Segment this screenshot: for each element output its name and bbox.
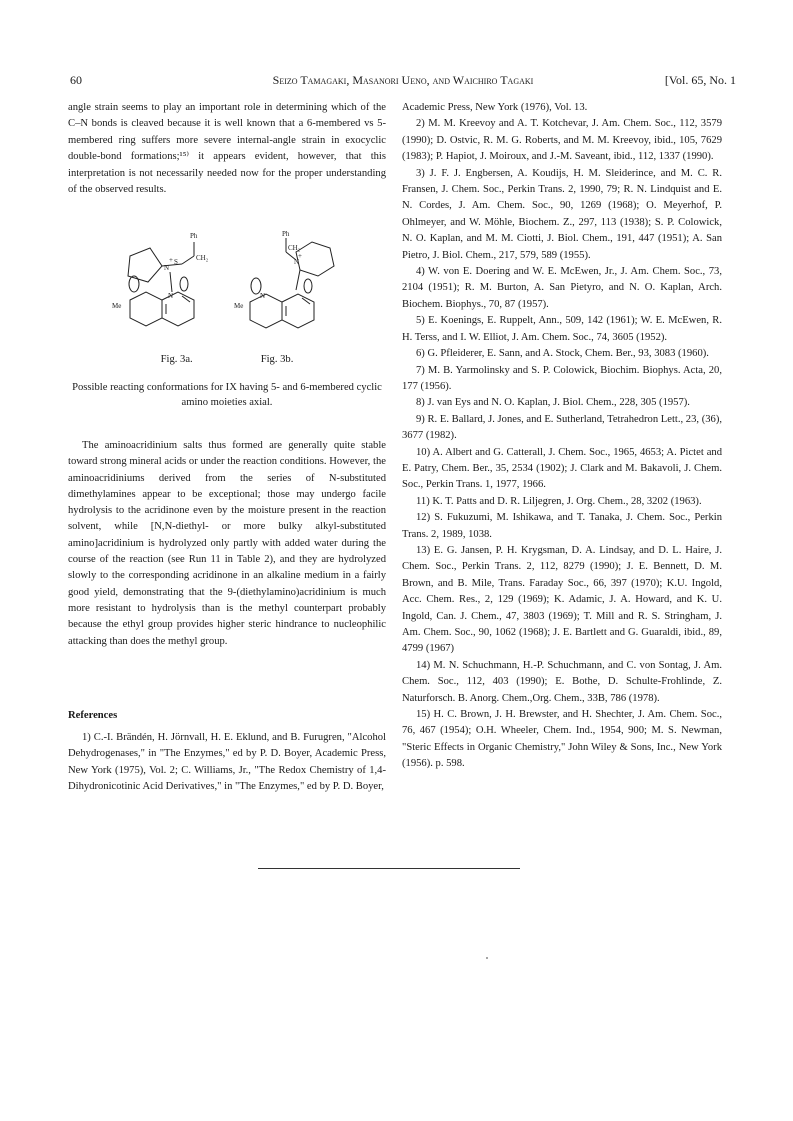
atom-ch2-b: CH₂ bbox=[288, 244, 301, 252]
reference-item: 6) G. Pfleiderer, E. Sann, and A. Stock, Chem. Ber., 93, 3083 (1960). bbox=[416, 348, 709, 360]
atom-s-a: S bbox=[174, 258, 178, 266]
reference-item: 8) J. van Eys and N. O. Kaplan, J. Biol. Chem., 228, 305 (1957). bbox=[416, 397, 690, 409]
reference-item: 2) M. M. Kreevoy and A. T. Kotchevar, J. Am. Chem. Soc., 112, 3579 (1990); D. Ostvic, R. M. G. Roberts, and M. M. Kreevoy, ibid., 105, 7629 (1983); P. Hapiot, J. Moiroux, and J.-M. Saveant, ibid., 112, 1337 (1990). bbox=[402, 118, 722, 163]
reference-item: 4) W. von E. Doering and W. E. McEwen, Jr., J. Am. Chem. Soc., 73, 2104 (1951); R. M. Burton, A. San Pietyro, and N. O. Kaplan, Arch. Biochem. Biophys., 70, 87 (1957). bbox=[402, 266, 722, 310]
aromatic-ring-left-b bbox=[250, 294, 282, 328]
reference-item: 5) E. Koenings, E. Ruppelt, Ann., 509, 142 (1961); W. E. McEwen, R. H. Terss, and I. W. Elliot, J. Am. Chem. Soc., 74, 3605 (1952). bbox=[402, 315, 722, 343]
reference-item: 11) K. T. Patts and D. R. Liljegren, J. Org. Chem., 28, 3202 (1963). bbox=[416, 495, 702, 507]
reference-item: 12) S. Fukuzumi, M. Ishikawa, and T. Tanaka, J. Chem. Soc., Perkin Trans. 2, 1989, 1038. bbox=[402, 512, 722, 540]
pyrrolidine-ring bbox=[128, 248, 162, 282]
structure-3a bbox=[128, 242, 194, 326]
aromatic-ring-left-a bbox=[130, 292, 162, 326]
page-number: 60 bbox=[70, 72, 82, 87]
figure-caption: Possible reacting conformations for IX having 5- and 6-membered cyclic amino moieties axial. bbox=[72, 382, 382, 408]
figure-label-3b: Fig. 3b. bbox=[260, 354, 294, 365]
running-authors: Seizo Tamagaki, Masanori Ueno, and Waichiro Tagaki bbox=[272, 72, 534, 87]
atom-n-b: N bbox=[294, 258, 300, 266]
right-column-references bbox=[402, 100, 722, 773]
atom-n-a: N bbox=[164, 264, 170, 272]
running-header bbox=[70, 72, 736, 88]
reference-item: 15) H. C. Brown, J. H. Brewster, and H. Shechter, J. Am. Chem. Soc., 76, 467 (1954); O.H. Wheeler, Chem. Ind., 1954, 900; M. S. Newman, "Steric Effects in Organic Chemistry," John Wiley & Sons, Inc., New York (1956). p. 598. bbox=[402, 709, 722, 770]
atom-ph-b: Ph bbox=[282, 230, 290, 238]
end-rule bbox=[258, 868, 520, 869]
atom-me-a: Me bbox=[112, 302, 122, 310]
scan-speck bbox=[486, 957, 488, 959]
reference-1-continued: Academic Press, New York (1976), Vol. 13. bbox=[402, 102, 588, 113]
atom-ph-a: Ph bbox=[190, 232, 198, 240]
reference-list bbox=[402, 116, 722, 772]
charge-a: + bbox=[169, 256, 173, 264]
body-paragraph: The aminoacridinium salts thus formed are generally quite stable toward strong mineral acids or under the reaction conditions. However, the aminoacridiniums derived from the series of N-substituted dimethylamines appear to be exceptional; those may undergo facile hydrolysis to the acridinone even by the moisture present in the reaction solvent, while [N,N-diethyl- or more bulky alkyl-substituted amino]acridinium is hydrolyzed only partly with added water during the course of the reaction (see Run 11 in Table 2), and they are hydrolyzed slowly to the corresponding acridinone in an alkaline medium in a fairly good yield, demonstrating that the 9-(diethylamino)acridinium is much more resistant to hydrolysis than is the methyl counterpart probably because the ethyl group provides higher steric hindrance to nucleophilic attacking than does the methyl group. bbox=[68, 440, 386, 647]
aromatic-ring-right-a bbox=[162, 292, 194, 326]
reference-item: 9) R. E. Ballard, J. Jones, and E. Sutherland, Tetrahedron Lett., 23, (36), 3677 (1982). bbox=[402, 413, 722, 442]
left-column-intro bbox=[68, 100, 386, 198]
atom-n2-a: N bbox=[168, 292, 174, 300]
figure-label-3a: Fig. 3a. bbox=[160, 354, 193, 365]
volume-info: [Vol. 65, No. 1 bbox=[664, 72, 736, 87]
figure-3-structures bbox=[90, 228, 380, 358]
reference-1: 1) C.-I. Brändén, H. Jörnvall, H. E. Eklund, and B. Furugren, "Alcohol Dehydrogenases," in "The Enzymes," ed by P. D. Boyer, Academic Press, New York (1975), Vol. 2; C. Williams, Jr., "The Redox Chemistry of 1,4-Dihydronicotinic Acid Derivatives," in "The Enzymes," ed by P. D. Boyer, bbox=[68, 732, 386, 792]
reference-item: 14) M. N. Schuchmann, H.-P. Schuchmann, and C. von Sontag, J. Am. Chem. Soc., 112, 403 (1990); E. Bothe, D. Schulte-Frohlinde, Z. Naturforsch. B. Anorg. Chem.,Org. Chem., 33B, 786 (1978). bbox=[402, 659, 722, 704]
reference-item: 13) E. G. Jansen, P. H. Krygsman, D. A. Lindsay, and D. L. Haire, J. Chem. Soc., Perkin Trans. 2, 112, 8279 (1990); J. E. Bennett, D. M. Brown, and B. Mile, Trans. Faraday Soc., 66, 397 (1970); K.U. Ingold, Acc. Chem. Res., 2, 129 (1969); K. Adamic, J. A. Howard, and K. U. Ingold, Can. J. Chem., 47, 3803 (1969); T. Mill and R. S. Stringham, J. Am. Chem. Soc., 90, 1062 (1968); J. E. Bartlett and G. Guaraldi, ibid., 89, 4799 (1967) bbox=[402, 544, 722, 655]
reference-item: 7) M. B. Yarmolinsky and S. P. Colowick, Biochim. Biophys. Acta, 20, 177 (1956). bbox=[402, 364, 722, 392]
reference-item: 10) A. Albert and G. Catterall, J. Chem. Soc., 1965, 4653; A. Pictet and E. Patry, Chem. Ber., 35, 2534 (1902); J. Clark and M. Bakavoli, J. Chem. Soc., Perkin Trans. 1, 1977, 1966. bbox=[402, 446, 722, 491]
charge-b: + bbox=[298, 252, 302, 260]
atom-n2-b: N bbox=[260, 292, 266, 300]
intro-paragraph: angle strain seems to play an important role in determining which of the C–N bonds is cleaved because it is well known that a 6-membered vs 5-membered ring suffers more severe internal-angle strain in exocyclic double-bond formations;¹⁵⁾ it appears evident, however, that this interpretation is not necessarily needed now for the proper understanding of the observed results. bbox=[68, 102, 386, 196]
atom-me-b: Me bbox=[234, 302, 244, 310]
aromatic-ring-right-b bbox=[282, 294, 314, 328]
figure-labels bbox=[68, 354, 386, 365]
reference-item: 3) J. F. J. Engbersen, A. Koudijs, H. M. Sleiderince, and M. C. R. Fransen, J. Chem. Soc., Perkin Trans. 2, 1990, 79; R. N. Lindquist and E. N. Cordes, J. Am. Chem. Soc., 90, 1269 (1968); O. Meyerhof, P. Ohlmeyer, and W. Möhle, Biochem. Z., 297, 113 (1938); S. P. Colowick, N. O. Kaplan, and M. M. Ciotti, J. Biol. Chem., 191, 447 (1951); A. San Pietro, J. Biol. Chem., 217, 579, 589 (1955). bbox=[402, 167, 722, 261]
atom-ch2-a: CH₂ bbox=[196, 254, 209, 262]
references-heading: References bbox=[68, 710, 118, 721]
